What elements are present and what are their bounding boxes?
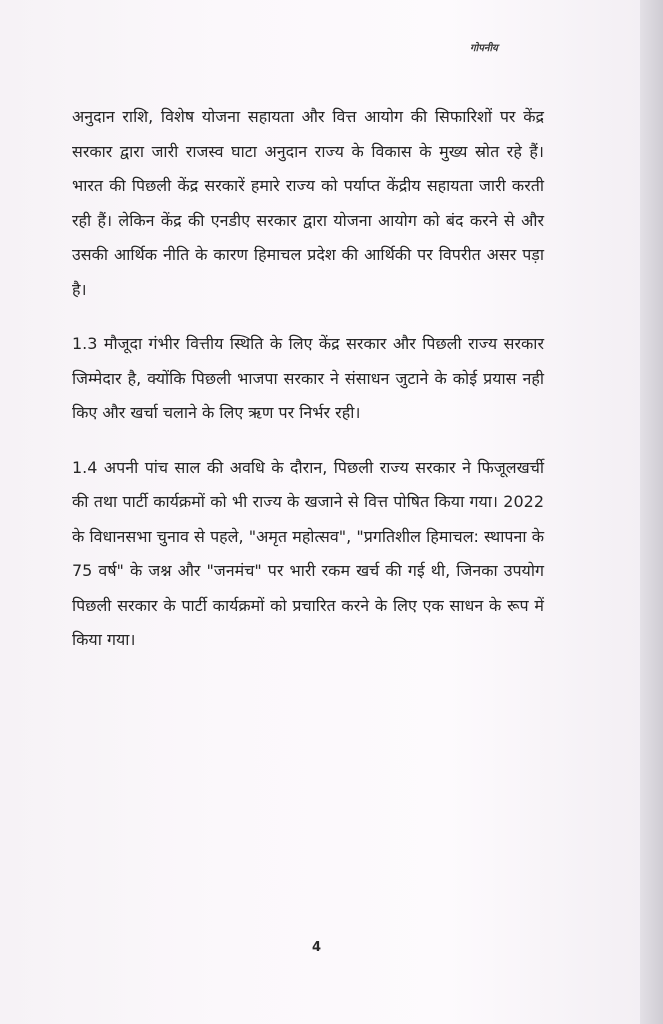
paragraph-1-4: 1.4 अपनी पांच साल की अवधि के दौरान, पिछली राज्य सरकार ने फिजूलखर्ची की तथा पार्टी कार्यक्रमों को भी राज्य के खजाने से वित्त पोषित किया गया। 2022 के विधानसभा चुनाव से पहले, "अमृत महोत्सव", "प्रगतिशील हिमाचल: स्थापना के 75 वर्ष" के जश्न और "जनमंच" पर भारी रकम खर्च की गई थी, जिनका उपयोग पिछली सरकार के पार्टी कार्यक्रमों को प्रचारित करने के लिए एक साधन के रूप में किया गया। [72,457,544,649]
confidential-header: गोपनीय [470,43,498,54]
paragraph-1-3: 1.3 मौजूदा गंभीर वित्तीय स्थिति के लिए केंद्र सरकार और पिछली राज्य सरकार जिम्मेदार है, क्योंकि पिछली भाजपा सरकार ने संसाधन जुटाने के कोई प्रयास नही किए और खर्चा चलाने के लिए ऋण पर निर्भर रही। [72,334,544,422]
paragraph-grants: अनुदान राशि, विशेष योजना सहायता और वित्त आयोग की सिफारिशों पर केंद्र सरकार द्वारा जारी राजस्व घाटा अनुदान राज्य के विकास के मुख्य स्रोत रहे हैं। भारत की पिछली केंद्र सरकारें हमारे राज्य को पर्याप्त केंद्रीय सहायता जारी करती रही हैं। लेकिन केंद्र की एनडीए सरकार द्वारा योजना आयोग को बंद करने से और उसकी आर्थिक नीति के कारण हिमाचल प्रदेश की आर्थिकी पर विपरीत असर पड़ा है। [72,107,544,299]
page-edge-background [640,0,663,1024]
body-text [72,100,544,658]
page-number: 4 [312,940,322,955]
